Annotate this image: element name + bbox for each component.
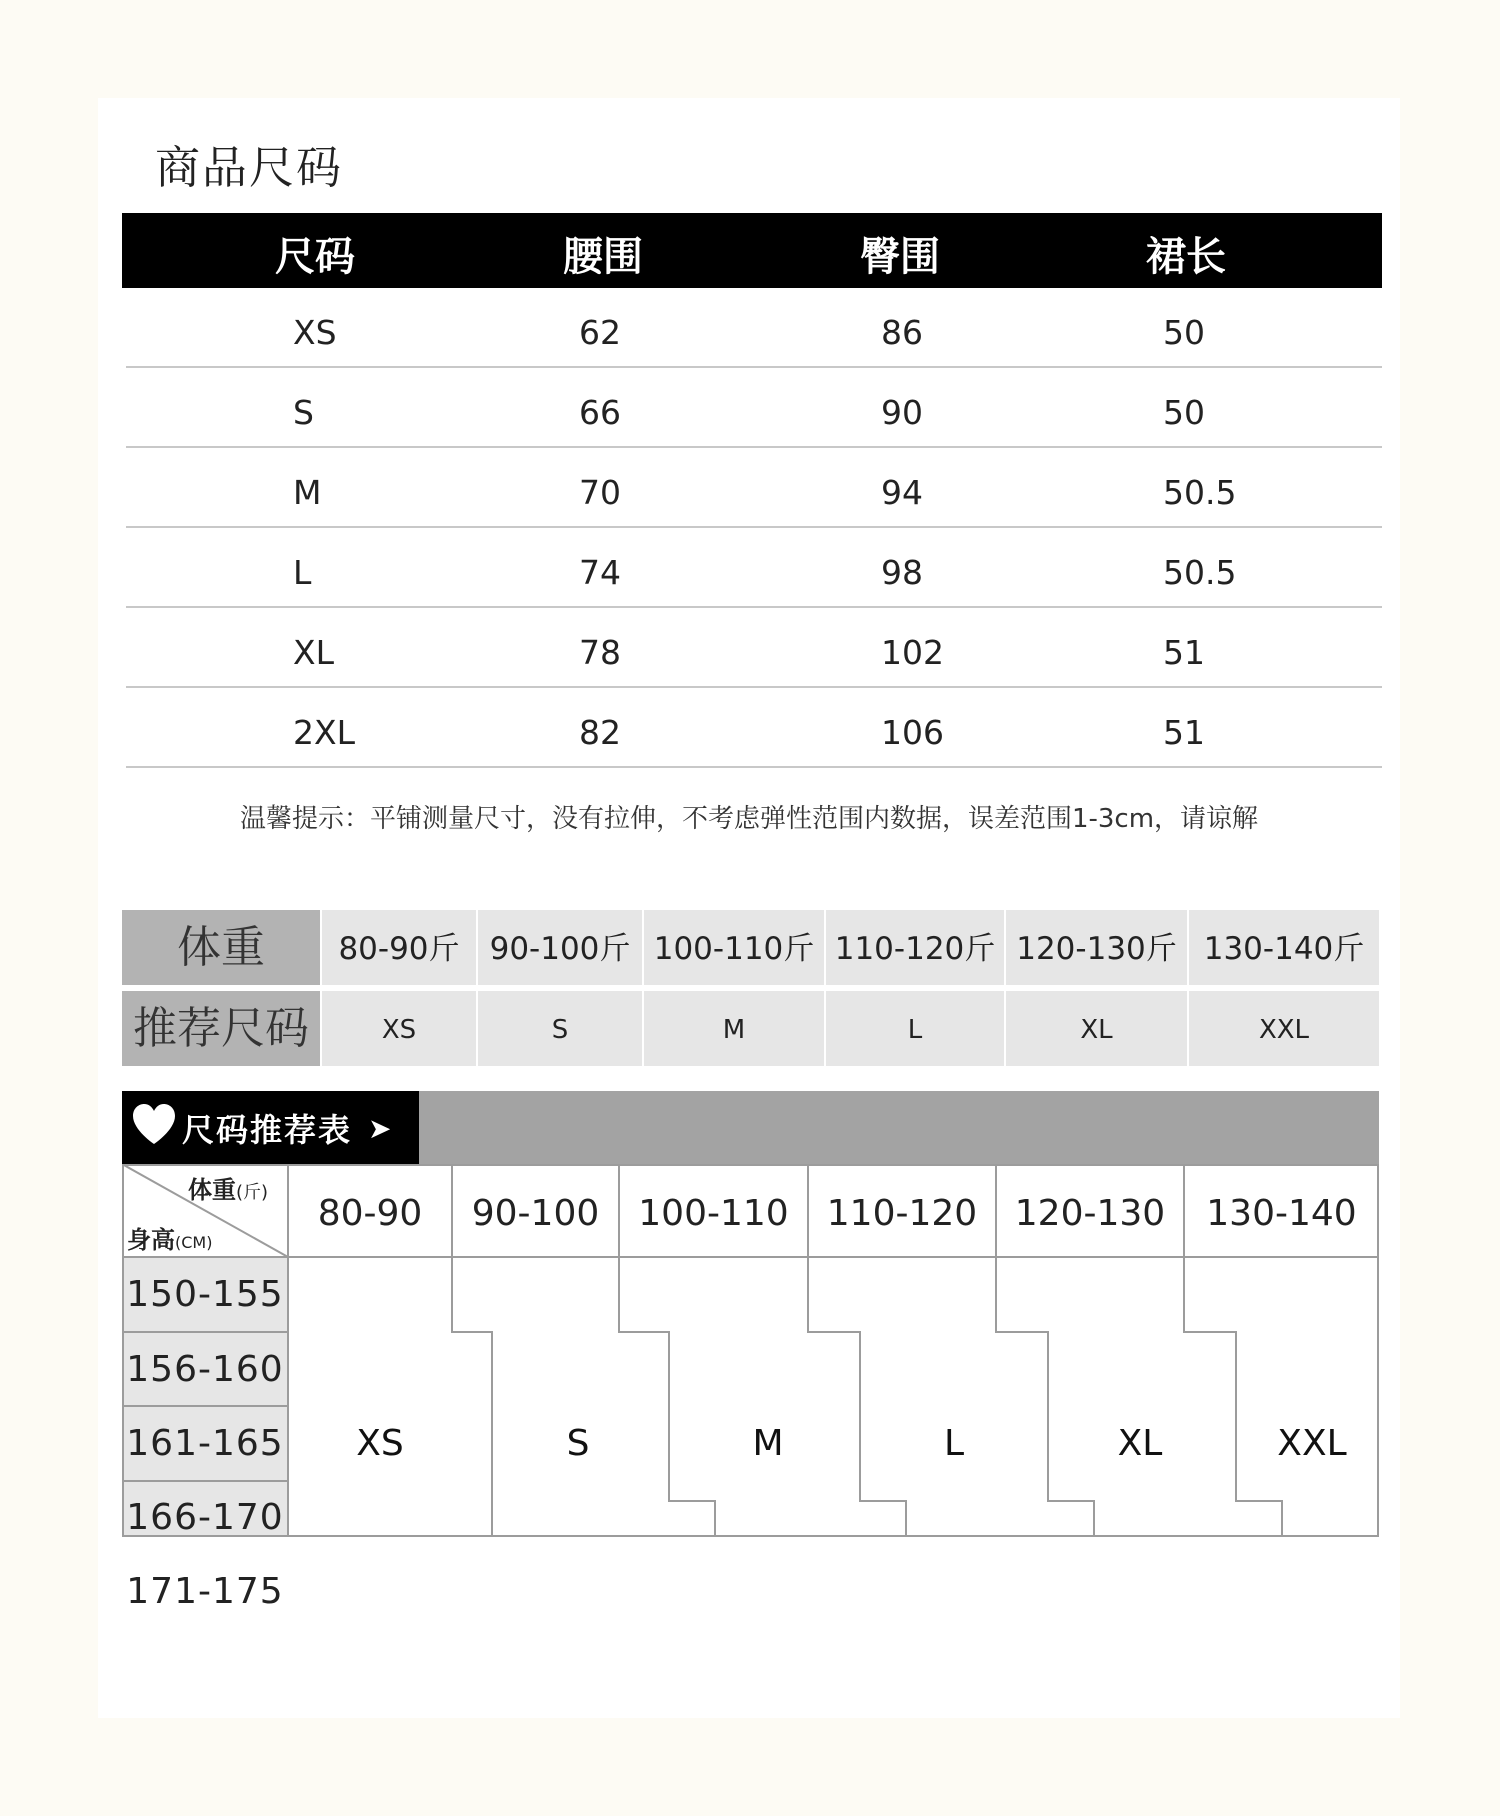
size-region-label: S [566, 1423, 590, 1464]
page-title: 商品尺码 [155, 141, 344, 194]
recommended-size: XS [320, 991, 476, 1066]
table-row [126, 688, 1382, 768]
weight-header: 90-100 [471, 1193, 600, 1234]
cell-waist: 62 [579, 313, 621, 352]
recommended-size: L [824, 991, 1004, 1066]
size-region-label: M [752, 1423, 784, 1464]
arrow-right-icon: ➤ [368, 1112, 392, 1145]
cell-length: 50.5 [1163, 553, 1237, 592]
height-range: 161-165 [126, 1423, 284, 1464]
recommended-size: M [642, 991, 824, 1066]
weight-range: 90-100斤 [476, 910, 642, 985]
cell-waist: 66 [579, 393, 621, 432]
table-row [126, 608, 1382, 688]
cell-size: XL [293, 633, 334, 672]
cell-size: 2XL [293, 713, 355, 752]
weight-label: 体重 [122, 910, 320, 985]
cell-length: 50 [1163, 393, 1205, 432]
cell-length: 50.5 [1163, 473, 1237, 512]
weight-header: 130-140 [1206, 1193, 1357, 1234]
height-range: 156-160 [126, 1349, 284, 1390]
height-range: 171-175 [126, 1571, 284, 1612]
banner-title: 尺码推荐表 [182, 1111, 353, 1149]
cell-waist: 74 [579, 553, 621, 592]
size-region-label: L [943, 1423, 965, 1464]
recommended-size: S [476, 991, 642, 1066]
table-row [126, 288, 1382, 368]
size-region-label: XXL [1277, 1423, 1347, 1464]
header-hip: 臀围 [860, 234, 940, 280]
height-weight-grid [122, 1164, 1379, 1537]
cell-length: 51 [1163, 633, 1205, 672]
table-row [126, 448, 1382, 528]
note-text: 温馨提示：平铺测量尺寸，没有拉伸，不考虑弹性范围内数据，误差范围1-3cm，请谅解 [239, 804, 1259, 834]
cell-length: 50 [1163, 313, 1205, 352]
heart-icon [131, 1102, 177, 1150]
weight-header: 120-130 [1014, 1193, 1166, 1234]
corner-weight-label [188, 1170, 268, 1205]
size-chart-card [98, 98, 1400, 1718]
weight-range: 100-110斤 [642, 910, 824, 985]
cell-hip: 94 [881, 473, 923, 512]
weight-header: 80-90 [317, 1193, 423, 1234]
cell-hip: 102 [881, 633, 944, 672]
cell-hip: 98 [881, 553, 923, 592]
header-waist: 腰围 [563, 234, 643, 280]
measurement-note [98, 798, 1400, 835]
weight-range: 110-120斤 [824, 910, 1004, 985]
weight-range: 120-130斤 [1004, 910, 1187, 985]
weight-range: 80-90斤 [320, 910, 476, 985]
banner-title-block [122, 1091, 419, 1165]
header-skirt-length: 裙长 [1146, 234, 1226, 280]
height-range: 166-170 [126, 1497, 284, 1538]
height-range: 150-155 [126, 1274, 284, 1315]
corner-height-unit: (CM) [175, 1233, 213, 1252]
cell-hip: 106 [881, 713, 944, 752]
weight-range: 130-140斤 [1187, 910, 1379, 985]
cell-hip: 90 [881, 393, 923, 432]
recommend-banner [122, 1091, 1379, 1165]
cell-size: S [293, 393, 314, 432]
table-row [126, 528, 1382, 608]
cell-waist: 82 [579, 713, 621, 752]
weight-header: 110-120 [826, 1193, 978, 1234]
cell-length: 51 [1163, 713, 1205, 752]
size-region-label: XL [1117, 1423, 1163, 1464]
recommended-size: XXL [1187, 991, 1379, 1066]
corner-height-label [127, 1220, 212, 1255]
cell-size: XS [293, 313, 337, 352]
cell-size: L [293, 553, 312, 592]
table-row [126, 368, 1382, 448]
cell-waist: 78 [579, 633, 621, 672]
corner-weight-text: 体重 [188, 1176, 236, 1204]
cell-waist: 70 [579, 473, 621, 512]
weight-header: 100-110 [638, 1193, 789, 1234]
size-region-label: XS [356, 1423, 404, 1464]
size-table-header [122, 213, 1382, 288]
cell-size: M [293, 473, 322, 512]
corner-height-text: 身高 [127, 1226, 175, 1254]
corner-weight-unit: (斤) [236, 1182, 269, 1203]
recommended-size-label: 推荐尺码 [122, 991, 320, 1066]
recommended-size: XL [1004, 991, 1187, 1066]
header-size: 尺码 [275, 234, 355, 280]
cell-hip: 86 [881, 313, 923, 352]
